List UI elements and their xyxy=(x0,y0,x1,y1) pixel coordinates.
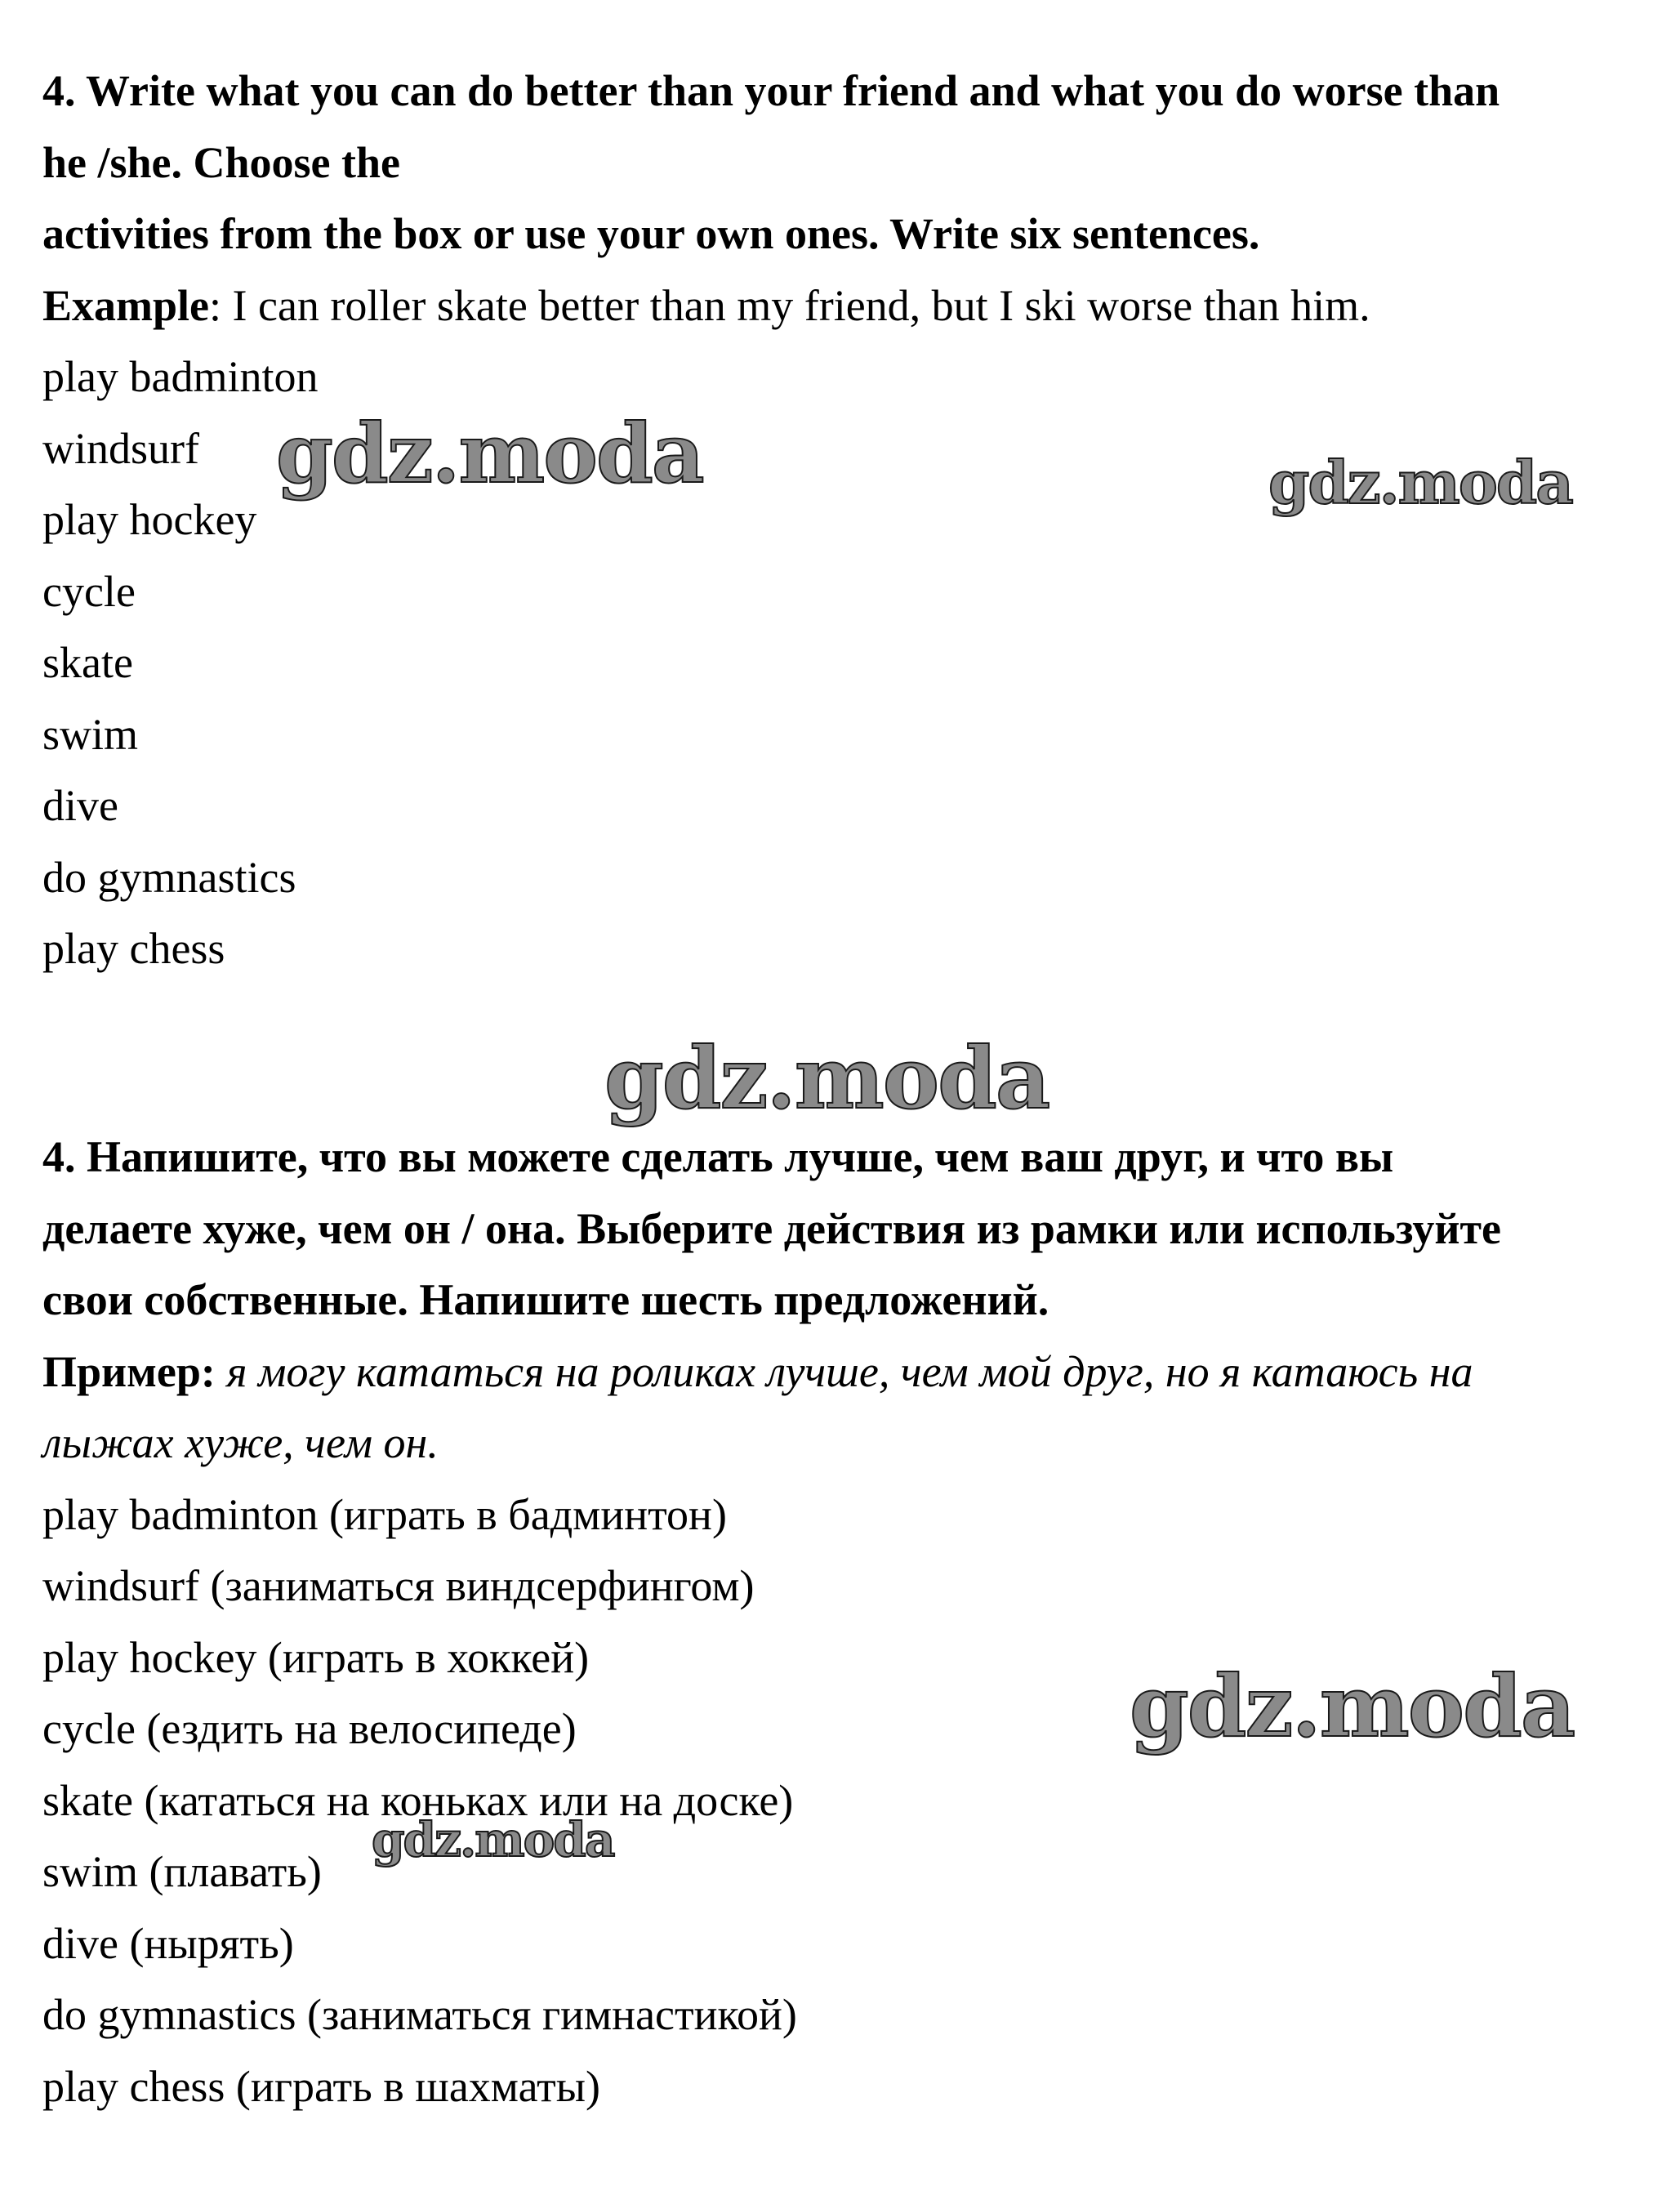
watermark: gdz.moda xyxy=(276,405,703,502)
activity-item: windsurf xyxy=(42,423,199,473)
watermark: gdz.moda xyxy=(1268,448,1572,517)
activity-item: play badminton xyxy=(42,352,319,401)
watermark: gdz.moda xyxy=(1130,1656,1575,1756)
task-line-1: 4. Напишите, что вы можете сделать лучше, чем ваш друг, и что вы xyxy=(42,1132,1394,1181)
russian-section xyxy=(42,1122,1501,2122)
task-line-2: he /she. Choose the xyxy=(42,137,401,187)
activity-item: play hockey (играть в хоккей) xyxy=(42,1632,590,1682)
activity-item: skate (кататься на коньках или на доске) xyxy=(42,1775,794,1825)
example-text: : I can roller skate better than my friend, but I ski worse than him. xyxy=(209,280,1370,330)
activity-item: dive xyxy=(42,781,118,830)
english-section xyxy=(42,56,1500,985)
activity-item: play chess xyxy=(42,924,225,973)
example-line-continued: лыжах хуже, чем он. xyxy=(42,1418,439,1467)
activity-item: cycle xyxy=(42,566,136,616)
watermark: gdz.moda xyxy=(604,1028,1049,1128)
example-label: Пример: xyxy=(42,1346,216,1396)
example-line xyxy=(42,1337,1501,1408)
task-line-2: делаете хуже, чем он / она. Выберите действия из рамки или используйте xyxy=(42,1203,1501,1253)
activity-item: cycle (ездить на велосипеде) xyxy=(42,1704,577,1753)
activity-item: swim (плавать) xyxy=(42,1847,322,1896)
activity-item: swim xyxy=(42,709,139,759)
example-text: я могу кататься на роликах лучше, чем мой друг, но я катаюсь на xyxy=(215,1346,1473,1396)
example-line xyxy=(42,270,1500,342)
task-line-1: 4. Write what you can do better than your friend and what you do worse than xyxy=(42,66,1500,115)
activity-item: play hockey xyxy=(42,495,257,544)
task-line-3: свои собственные. Напишите шесть предложений. xyxy=(42,1275,1049,1324)
task-line-3: activities from the box or use your own ones. Write six sentences. xyxy=(42,209,1260,258)
watermark: gdz.moda xyxy=(372,1812,614,1868)
example-label: Example xyxy=(42,280,210,330)
activity-item: windsurf (заниматься виндсерфингом) xyxy=(42,1561,755,1610)
activity-item: play chess (играть в шахматы) xyxy=(42,2061,601,2111)
activity-item: skate xyxy=(42,638,133,687)
activity-item: do gymnastics (заниматься гимнастикой) xyxy=(42,1990,797,2039)
activity-item: do gymnastics xyxy=(42,852,296,902)
activity-item: play badminton (играть в бадминтон) xyxy=(42,1489,727,1539)
activity-item: dive (нырять) xyxy=(42,1918,294,1968)
